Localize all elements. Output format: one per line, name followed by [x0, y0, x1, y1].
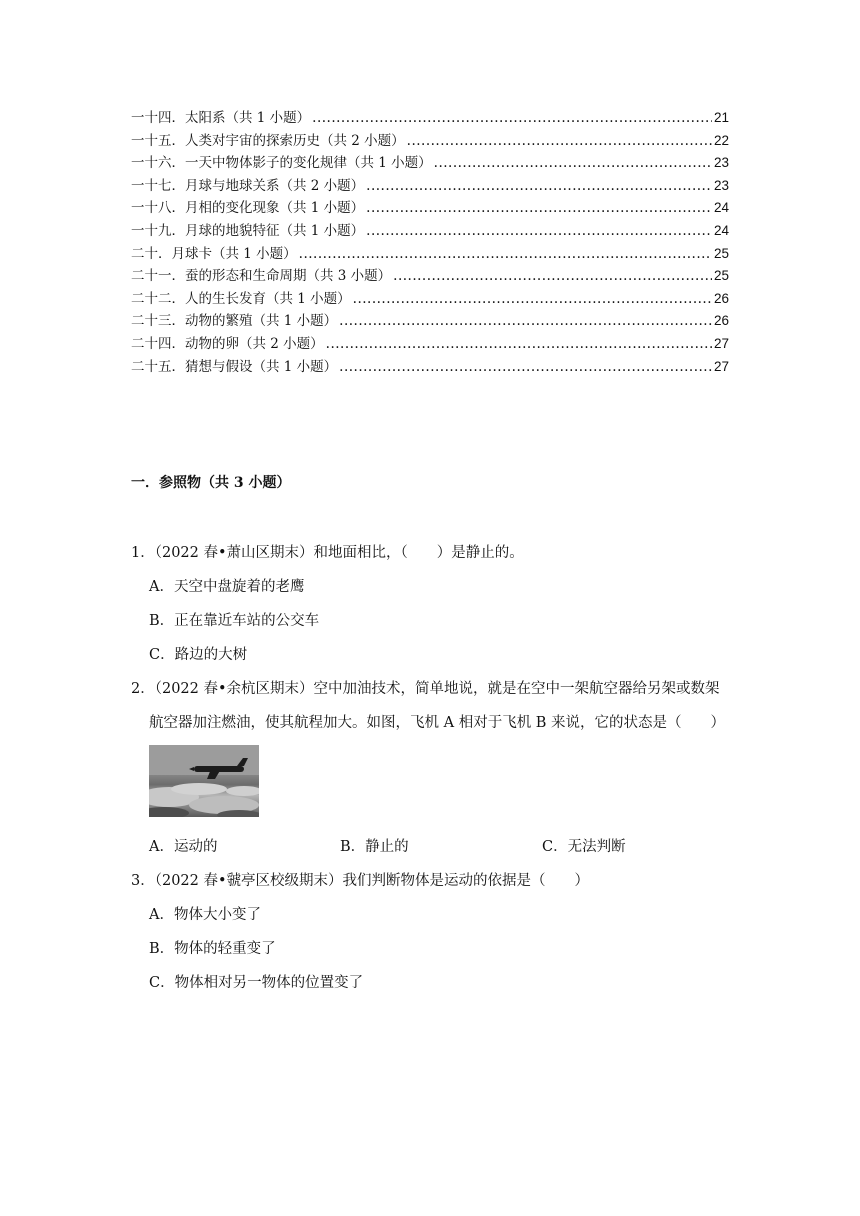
toc-entry[interactable]: [131, 174, 729, 197]
toc-entry-title: 一十四．太阳系（共 1 小题）: [131, 110, 311, 126]
toc-entry-title: 一十六．一天中物体影子的变化规律（共 1 小题）: [131, 155, 432, 172]
toc-entry[interactable]: [131, 287, 729, 310]
question-1-option-c[interactable]: C．路边的大树: [149, 647, 248, 663]
toc-leader-dots: [366, 200, 712, 216]
question-2-stem-line1: 2．（2022 春•余杭区期末）空中加油技术，简单地说，就是在空中一架航空器给另架或数架: [131, 681, 720, 697]
toc-entry[interactable]: [131, 332, 729, 355]
toc-entry-page: 25: [713, 268, 729, 284]
airplane-photo: [149, 745, 259, 817]
toc-entry-page: 24: [713, 200, 729, 216]
question-2-option-c[interactable]: C．无法判断: [542, 839, 626, 855]
toc-entry-title: 一十九．月球的地貌特征（共 1 小题）: [131, 222, 365, 239]
toc-leader-dots: [326, 336, 712, 352]
question-1-stem: 1．（2022 春•萧山区期末）和地面相比，（ ）是静止的。: [131, 545, 524, 561]
toc-entry-title: 二十一．蚕的形态和生命周期（共 3 小题）: [131, 268, 392, 285]
toc-leader-dots: [299, 246, 712, 262]
toc-entry-title: 二十．月球卡（共 1 小题）: [131, 245, 297, 262]
toc-leader-dots: [393, 268, 712, 284]
question-1-option-b[interactable]: B．正在靠近车站的公交车: [149, 613, 320, 629]
toc-entry-title: 二十三．动物的繁殖（共 1 小题）: [131, 313, 338, 330]
question-3-option-c[interactable]: C．物体相对另一物体的位置变了: [149, 975, 364, 991]
question-3-stem: 3．（2022 春•虢亭区校级期末）我们判断物体是运动的依据是（ ）: [131, 873, 590, 889]
toc-entry-title: 二十二．人的生长发育（共 1 小题）: [131, 290, 351, 307]
toc-entry[interactable]: [131, 151, 729, 174]
toc-entry-page: 25: [713, 245, 729, 261]
toc-leader-dots: [339, 359, 712, 375]
toc-entry[interactable]: [131, 355, 729, 378]
question-2-option-a[interactable]: A．运动的: [149, 839, 218, 855]
question-2-stem-line2: 航空器加注燃油，使其航程加大。如图，飞机 A 相对于飞机 B 来说，它的状态是（ ）: [149, 715, 726, 731]
toc-entry-title: 一十八．月相的变化现象（共 1 小题）: [131, 200, 365, 217]
section-heading: 一．参照物（共 3 小题）: [131, 475, 291, 491]
airplane-photo-graphic: [149, 745, 259, 817]
question-1-option-a[interactable]: A．天空中盘旋着的老鹰: [149, 579, 305, 595]
toc-entry-title: 一十七．月球与地球关系（共 2 小题）: [131, 177, 365, 194]
toc-entry[interactable]: [131, 196, 729, 219]
table-of-contents: [131, 106, 729, 377]
toc-leader-dots: [366, 223, 712, 239]
question-3-option-a[interactable]: A．物体大小变了: [149, 907, 261, 923]
toc-entry[interactable]: [131, 129, 729, 152]
question-3-option-b[interactable]: B．物体的轻重变了: [149, 941, 276, 957]
toc-entry-page: 23: [713, 177, 729, 193]
toc-leader-dots: [339, 313, 712, 329]
toc-entry[interactable]: [131, 242, 729, 265]
toc-entry-page: 27: [713, 335, 729, 351]
toc-entry-page: 26: [713, 313, 729, 329]
toc-leader-dots: [434, 155, 712, 171]
toc-entry-page: 22: [713, 132, 729, 148]
toc-entry[interactable]: [131, 264, 729, 287]
toc-entry-page: 26: [713, 290, 729, 306]
toc-entry[interactable]: [131, 219, 729, 242]
toc-entry-title: 二十四．动物的卵（共 2 小题）: [131, 335, 324, 352]
toc-entry[interactable]: [131, 309, 729, 332]
toc-entry-page: 23: [713, 155, 729, 171]
toc-entry-page: 21: [713, 110, 729, 125]
toc-entry-page: 27: [713, 358, 729, 374]
question-2-option-b[interactable]: B．静止的: [340, 839, 409, 855]
toc-entry-page: 24: [713, 222, 729, 238]
toc-entry-title: 一十五．人类对宇宙的探索历史（共 2 小题）: [131, 132, 405, 149]
toc-entry[interactable]: [131, 106, 729, 129]
toc-leader-dots: [353, 291, 712, 307]
toc-leader-dots: [312, 110, 712, 126]
toc-leader-dots: [366, 178, 712, 194]
toc-entry-title: 二十五．猜想与假设（共 1 小题）: [131, 358, 338, 375]
toc-leader-dots: [407, 133, 712, 149]
